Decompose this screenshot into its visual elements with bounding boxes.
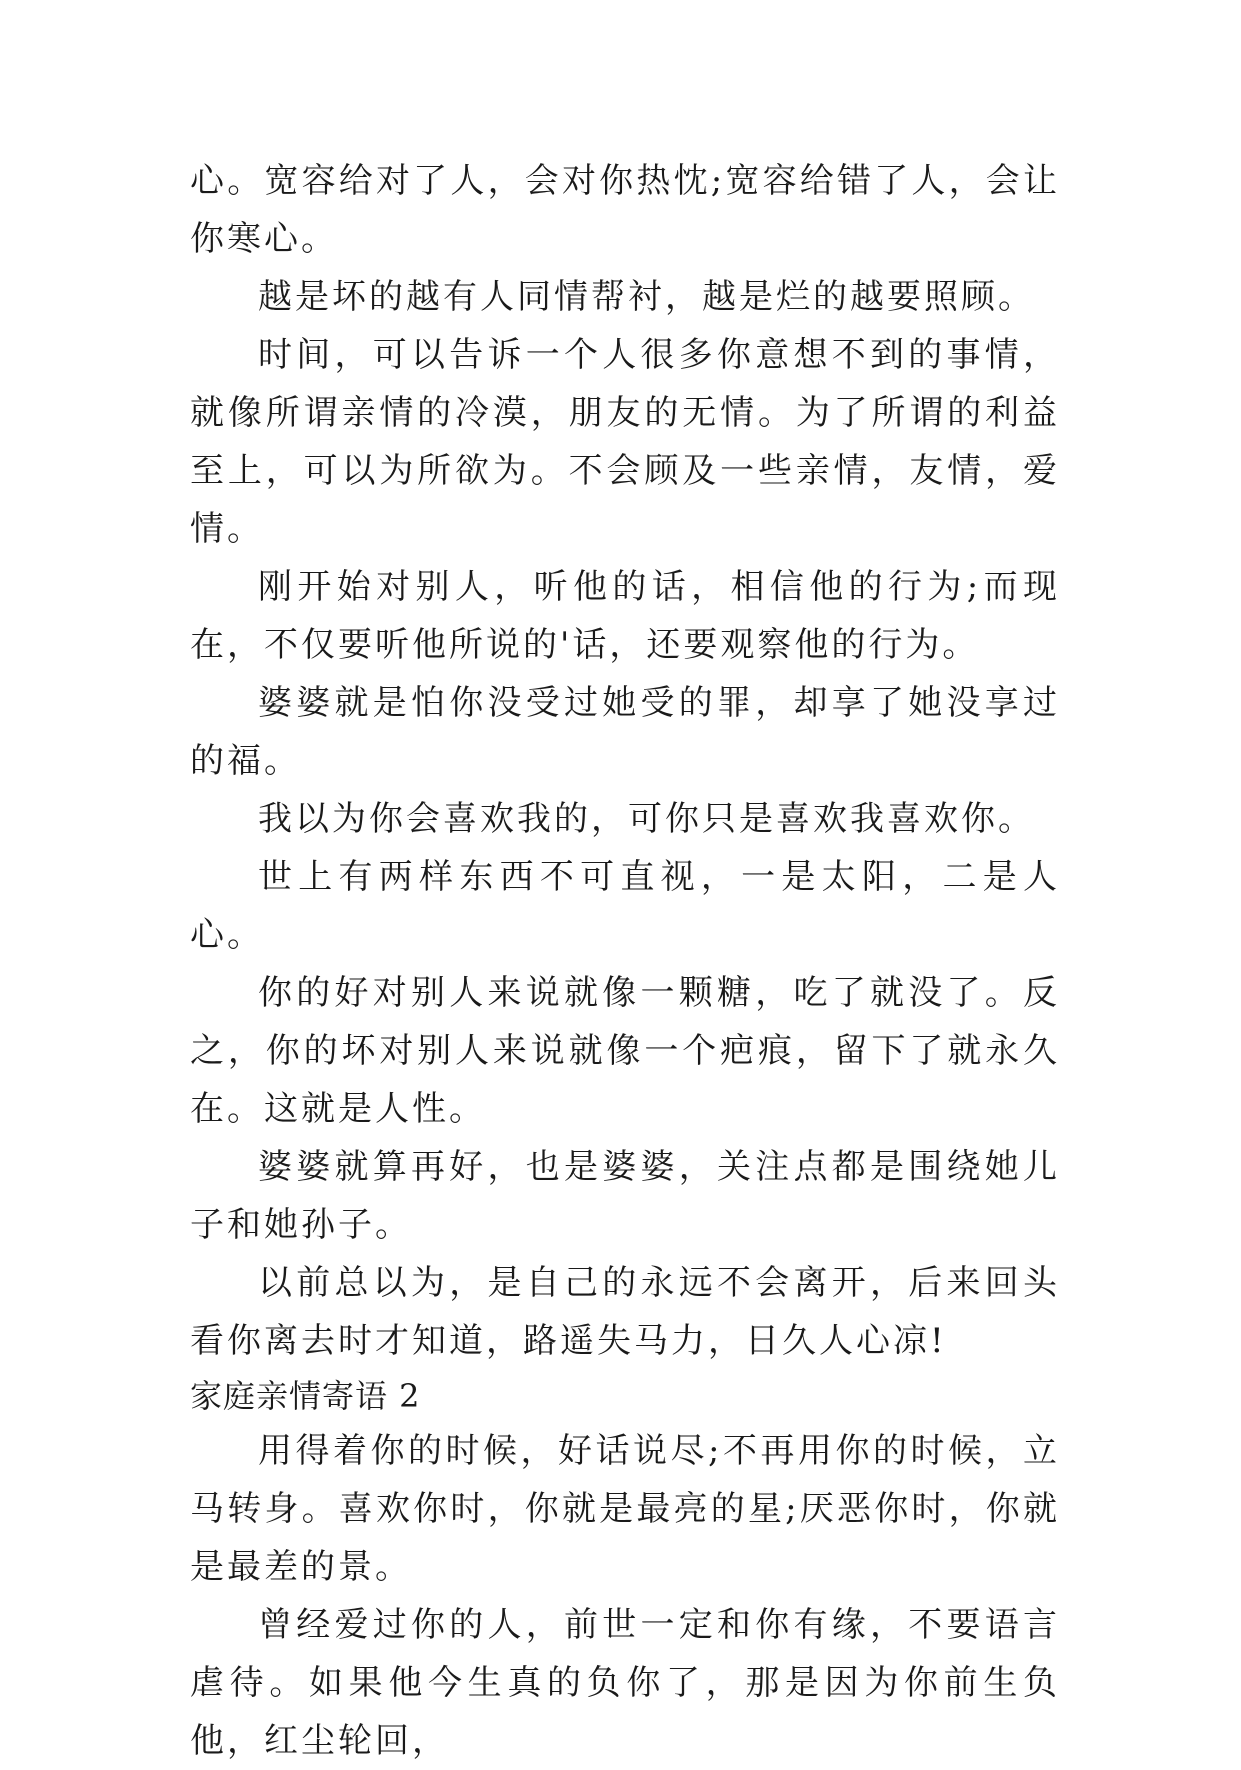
- section-heading: 家庭亲情寄语 2: [190, 1377, 421, 1415]
- paragraph: 越是坏的越有人同情帮衬，越是烂的越要照顾。: [258, 277, 1035, 317]
- paragraph: 刚开始对别人，听他的话，相信他的行为;而现在，不仅要听他所说的'话，还要观察他的行为。: [190, 567, 1060, 665]
- paragraph: 世上有两样东西不可直视，一是太阳，二是人心。: [190, 857, 1060, 955]
- paragraph: 以前总以为，是自己的永远不会离开，后来回头看你离去时才知道，路遥失马力，日久人心凉!: [190, 1263, 1060, 1361]
- document-page: [190, 152, 1060, 1770]
- paragraph: 心。宽容给对了人，会对你热忱;宽容给错了人，会让你寒心。: [190, 161, 1060, 259]
- paragraph: 你的好对别人来说就像一颗糖，吃了就没了。反之，你的坏对别人来说就像一个疤痕，留下了就永久在。这就是人性。: [190, 973, 1060, 1129]
- paragraph: 曾经爱过你的人，前世一定和你有缘，不要语言虐待。如果他今生真的负你了，那是因为你前生负他，红尘轮回，: [190, 1605, 1060, 1761]
- paragraph: 婆婆就算再好，也是婆婆，关注点都是围绕她儿子和她孙子。: [190, 1147, 1060, 1245]
- paragraph: 我以为你会喜欢我的，可你只是喜欢我喜欢你。: [258, 799, 1035, 839]
- paragraph: 用得着你的时候，好话说尽;不再用你的时候，立马转身。喜欢你时，你就是最亮的星;厌恶你时，你就是最差的景。: [190, 1431, 1060, 1587]
- paragraph: 婆婆就是怕你没受过她受的罪，却享了她没享过的福。: [190, 683, 1060, 781]
- paragraph: 时间，可以告诉一个人很多你意想不到的事情，就像所谓亲情的冷漠，朋友的无情。为了所谓的利益至上，可以为所欲为。不会顾及一些亲情，友情，爱情。: [190, 335, 1060, 549]
